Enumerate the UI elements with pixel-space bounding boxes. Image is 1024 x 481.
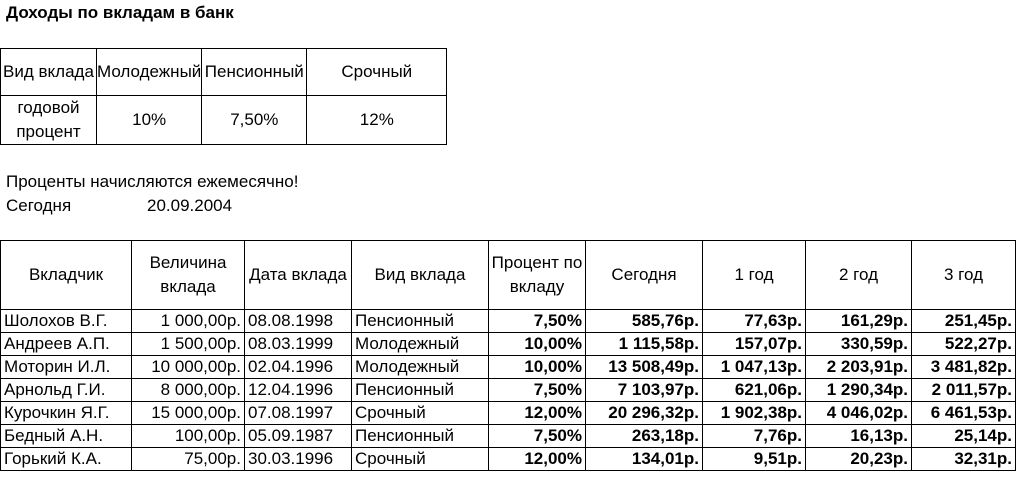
cell-date: 07.08.1997	[245, 402, 352, 425]
cell-today: 13 508,49р.	[586, 356, 703, 379]
col-header-amount: Величина вклада	[132, 241, 245, 310]
col-header-rate: Процент по вкладу	[489, 241, 586, 310]
cell-amount: 15 000,00р.	[132, 402, 245, 425]
cell-amount: 1 000,00р.	[132, 310, 245, 333]
rates-type-pension: Пенсионный	[202, 49, 307, 96]
cell-today: 585,76р.	[586, 310, 703, 333]
cell-year2: 330,59р.	[806, 333, 912, 356]
cell-year1: 1 902,38р.	[703, 402, 806, 425]
deposits-table	[0, 240, 1016, 471]
cell-depositor: Андреев А.П.	[1, 333, 132, 356]
cell-today: 7 103,97р.	[586, 379, 703, 402]
table-row	[1, 402, 1016, 425]
cell-year1: 9,51р.	[703, 448, 806, 471]
cell-year2: 4 046,02р.	[806, 402, 912, 425]
cell-amount: 100,00р.	[132, 425, 245, 448]
cell-today: 263,18р.	[586, 425, 703, 448]
cell-amount: 75,00р.	[132, 448, 245, 471]
cell-year2: 20,23р.	[806, 448, 912, 471]
table-row	[1, 448, 1016, 471]
cell-today: 1 115,58р.	[586, 333, 703, 356]
cell-rate: 7,50%	[489, 425, 586, 448]
cell-depositor: Курочкин Я.Г.	[1, 402, 132, 425]
rates-value-youth: 10%	[97, 96, 202, 145]
page-title: Доходы по вкладам в банк	[6, 3, 234, 22]
cell-year3: 251,45р.	[912, 310, 1016, 333]
cell-type: Пенсионный	[352, 425, 489, 448]
cell-year3: 25,14р.	[912, 425, 1016, 448]
cell-rate: 7,50%	[489, 310, 586, 333]
accrual-note: Проценты начисляются ежемесячно!	[6, 172, 299, 191]
col-header-year2: 2 год	[806, 241, 912, 310]
cell-depositor: Моторин И.Л.	[1, 356, 132, 379]
cell-year1: 621,06р.	[703, 379, 806, 402]
cell-depositor: Арнольд Г.И.	[1, 379, 132, 402]
cell-year3: 3 481,82р.	[912, 356, 1016, 379]
table-row	[1, 333, 1016, 356]
rates-header-label: Вид вклада	[1, 49, 97, 96]
cell-year1: 1 047,13р.	[703, 356, 806, 379]
rates-value-term: 12%	[307, 96, 447, 145]
cell-date: 30.03.1996	[245, 448, 352, 471]
cell-year2: 1 290,34р.	[806, 379, 912, 402]
rates-header-row	[1, 49, 447, 96]
cell-today: 20 296,32р.	[586, 402, 703, 425]
cell-amount: 1 500,00р.	[132, 333, 245, 356]
cell-type: Молодежный	[352, 356, 489, 379]
cell-today: 134,01р.	[586, 448, 703, 471]
rates-value-pension: 7,50%	[202, 96, 307, 145]
cell-depositor: Горький К.А.	[1, 448, 132, 471]
cell-rate: 12,00%	[489, 402, 586, 425]
cell-depositor: Шолохов В.Г.	[1, 310, 132, 333]
table-row	[1, 310, 1016, 333]
today-value: 20.09.2004	[147, 196, 233, 215]
col-header-depositor: Вкладчик	[1, 241, 132, 310]
cell-rate: 7,50%	[489, 379, 586, 402]
cell-amount: 10 000,00р.	[132, 356, 245, 379]
cell-year2: 161,29р.	[806, 310, 912, 333]
rates-type-term: Срочный	[307, 49, 447, 96]
cell-date: 05.09.1987	[245, 425, 352, 448]
cell-date: 08.03.1999	[245, 333, 352, 356]
cell-year3: 6 461,53р.	[912, 402, 1016, 425]
cell-type: Срочный	[352, 448, 489, 471]
cell-rate: 10,00%	[489, 356, 586, 379]
cell-year1: 7,76р.	[703, 425, 806, 448]
cell-amount: 8 000,00р.	[132, 379, 245, 402]
cell-type: Молодежный	[352, 333, 489, 356]
col-header-today: Сегодня	[586, 241, 703, 310]
deposits-body	[1, 310, 1016, 471]
rates-row-label: годовой процент	[1, 96, 97, 145]
rates-values-row	[1, 96, 447, 145]
cell-date: 12.04.1996	[245, 379, 352, 402]
today-label: Сегодня	[6, 196, 72, 215]
cell-rate: 12,00%	[489, 448, 586, 471]
cell-depositor: Бедный А.Н.	[1, 425, 132, 448]
cell-year1: 157,07р.	[703, 333, 806, 356]
cell-year1: 77,63р.	[703, 310, 806, 333]
cell-year3: 2 011,57р.	[912, 379, 1016, 402]
cell-type: Пенсионный	[352, 310, 489, 333]
cell-year2: 16,13р.	[806, 425, 912, 448]
table-row	[1, 379, 1016, 402]
rates-type-youth: Молодежный	[97, 49, 202, 96]
cell-year2: 2 203,91р.	[806, 356, 912, 379]
rates-table	[0, 48, 447, 145]
col-header-type: Вид вклада	[352, 241, 489, 310]
table-row	[1, 425, 1016, 448]
cell-year3: 32,31р.	[912, 448, 1016, 471]
table-row	[1, 356, 1016, 379]
cell-type: Срочный	[352, 402, 489, 425]
col-header-year1: 1 год	[703, 241, 806, 310]
cell-type: Пенсионный	[352, 379, 489, 402]
cell-date: 08.08.1998	[245, 310, 352, 333]
cell-year3: 522,27р.	[912, 333, 1016, 356]
deposits-header-row	[1, 241, 1016, 310]
cell-rate: 10,00%	[489, 333, 586, 356]
col-header-year3: 3 год	[912, 241, 1016, 310]
cell-date: 02.04.1996	[245, 356, 352, 379]
col-header-date: Дата вклада	[245, 241, 352, 310]
